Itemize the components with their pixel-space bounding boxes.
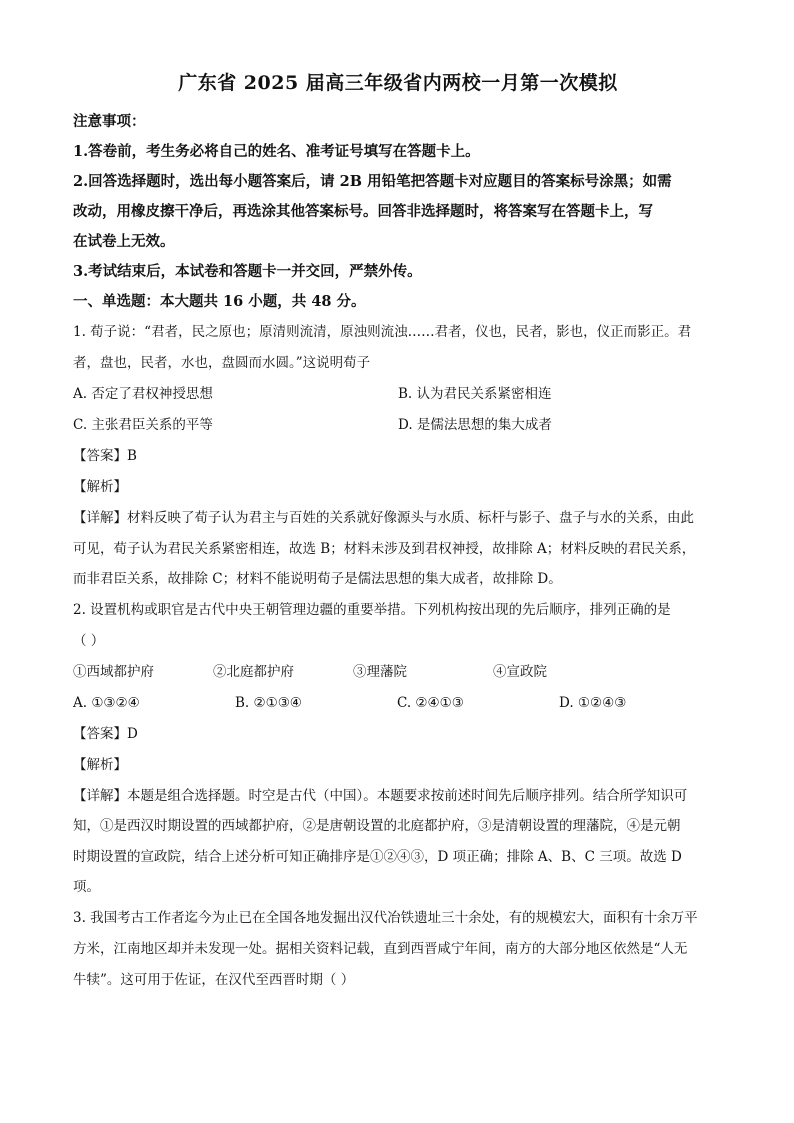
q1-detail-line: 【详解】材料反映了荀子认为君主与百姓的关系就好像源头与水质、标杆与影子、盘子与水的关系，由此 — [73, 510, 694, 526]
q2-option-d: D. ①②④③ — [559, 694, 627, 711]
q1-detail-line: 可见，荀子认为君民关系紧密相连，故选 B；材料未涉及到君权神授，故排除 A；材料反映的君民关系， — [73, 540, 696, 557]
q2-item: ③理藩院 — [353, 663, 407, 680]
q2-options-row — [73, 688, 723, 719]
q2-items-row — [73, 657, 723, 688]
q1-option-b: B. 认为君民关系紧密相连 — [398, 386, 552, 402]
q3-stem-line: 3. 我国考古工作者迄今为止已在全国各地发掘出汉代冶铁遗址三十余处，有的规模宏大，面积有十余万平 — [73, 909, 698, 926]
q2-answer: 【答案】D — [73, 725, 138, 742]
notice-item: 改动，用橡皮擦干净后，再选涂其他答案标号。回答非选择题时，将答案写在答题卡上，写 — [73, 203, 653, 220]
exam-page — [73, 68, 723, 996]
q2-stem-line: 2. 设置机构或职官是古代中央王朝管理边疆的重要举措。下列机构按出现的先后顺序，排列正确的是 — [73, 601, 671, 618]
q1-stem-line: 1. 荀子说：“君者，民之原也；原清则流清，原浊则流浊……君者，仪也，民者，影也，仪正而影正。君 — [73, 324, 692, 340]
q1-option-c: C. 主张君臣关系的平等 — [73, 417, 213, 433]
q2-detail-line: 时期设置的宣政院，结合上述分析可知正确排序是①②④③，D 项正确；排除 A、B、C 三项。故选 D — [73, 848, 682, 865]
q2-detail-line: 知，①是西汉时期设置的西域都护府，②是唐朝设置的北庭都护府，③是清朝设置的理藩院，④是元朝 — [73, 818, 681, 834]
q2-stem-line: （ ） — [73, 632, 105, 649]
q2-option-a: A. ①③②④ — [73, 694, 140, 711]
q1-options-row — [73, 410, 723, 441]
exam-title: 广东省 2025 届高三年级省内两校一月第一次模拟 — [178, 72, 618, 94]
q1-detail-line: 而非君臣关系，故排除 C；材料不能说明荀子是儒法思想的集大成者，故排除 D。 — [73, 571, 562, 587]
q1-answer: 【答案】B — [73, 448, 137, 464]
q1-stem-line: 者，盘也，民者，水也，盘圆而水圆。”这说明荀子 — [73, 355, 371, 371]
q2-option-c: C. ②④①③ — [397, 694, 464, 711]
q3-stem-line: 方米，江南地区却并未发现一处。据相关资料记载，直到西晋咸宁年间，南方的大部分地区依然是“人无 — [73, 940, 688, 957]
q2-item: ④宣政院 — [493, 663, 547, 680]
q1-option-d: D. 是儒法思想的集大成者 — [398, 417, 552, 433]
q2-option-b: B. ②①③④ — [235, 694, 302, 711]
notice-heading: 注意事项： — [73, 113, 146, 130]
notice-item: 2.回答选择题时，选出每小题答案后，请 2B 用铅笔把答题卡对应题目的答案标号涂黑；如需 — [73, 173, 672, 190]
q1-options-row — [73, 379, 723, 410]
q2-detail-line: 项。 — [73, 879, 100, 895]
q2-analysis: 【解析】 — [73, 756, 127, 773]
q2-item: ②北庭都护府 — [213, 663, 294, 680]
notice-item: 1.答卷前，考生务必将自己的姓名、准考证号填写在答题卡上。 — [73, 143, 480, 160]
section-heading: 一、单选题：本大题共 16 小题，共 48 分。 — [73, 293, 366, 310]
q1-option-a: A. 否定了君权神授思想 — [73, 386, 213, 402]
q3-stem-line: 牛犊”。这可用于佐证，在汉代至西晋时期（ ） — [73, 971, 355, 988]
notice-item: 在试卷上无效。 — [73, 233, 175, 250]
q2-detail-line: 【详解】本题是组合选择题。时空是古代（中国）。本题要求按前述时间先后顺序排列。结合所学知识可 — [73, 787, 688, 804]
notice-item: 3.考试结束后，本试卷和答题卡一并交回，严禁外传。 — [73, 263, 422, 280]
q2-item: ①西域都护府 — [73, 663, 154, 680]
q1-analysis: 【解析】 — [73, 479, 127, 495]
